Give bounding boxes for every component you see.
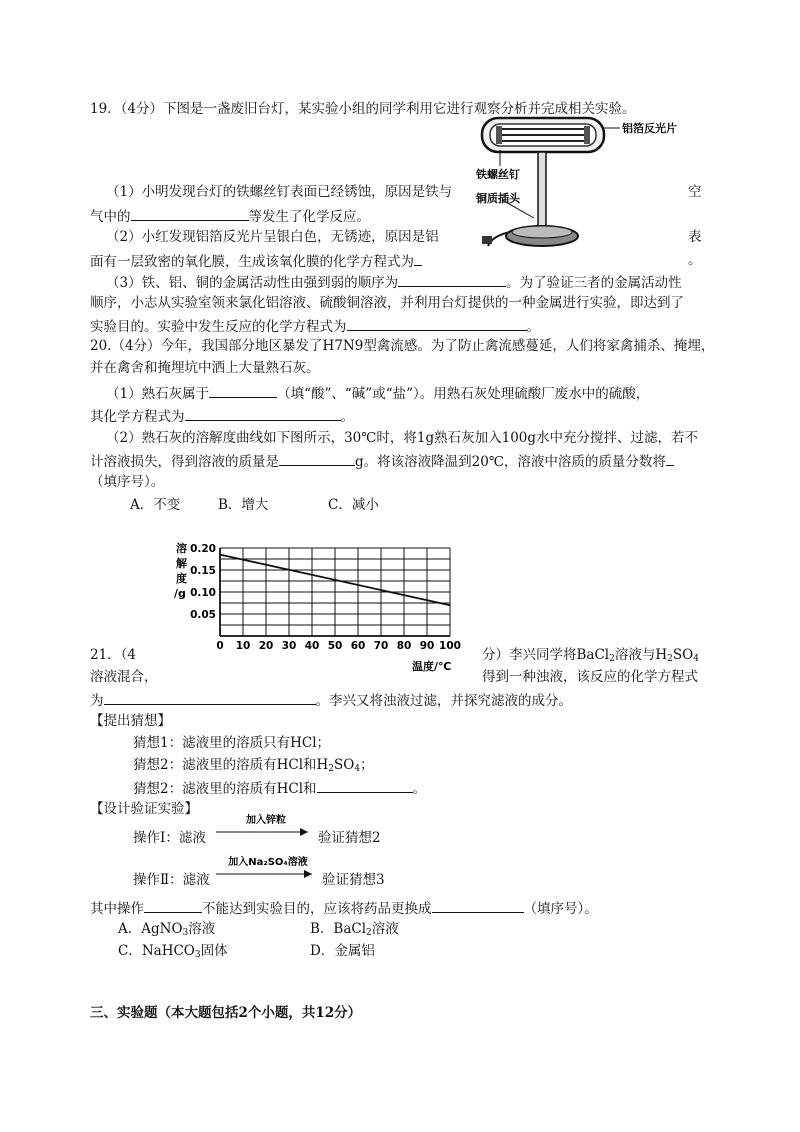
q19-p2b: 表 <box>688 229 702 245</box>
blank-1[interactable] <box>131 206 249 221</box>
x-tick-80: 80 <box>396 640 412 652</box>
label-foil: 铝箔反光片 <box>622 122 677 135</box>
x-tick-40: 40 <box>304 640 320 652</box>
q20-opt-c: C．减小 <box>328 497 379 513</box>
q20-opt-b: B．增大 <box>218 497 269 513</box>
y-tick-0.20: 0.20 <box>190 543 216 555</box>
blank-3[interactable] <box>398 272 506 287</box>
q21-op1-start: 操作Ⅰ：滤液 <box>133 830 206 846</box>
q19-intro: 19．（4分）下图是一盏废旧台灯，某实验小组的同学利用它进行观察分析并完成相关实验。 <box>90 101 636 117</box>
op2-arrow-label: 加入Na₂SO₄溶液 <box>228 857 308 868</box>
q19-p2a: （2）小红发现铝箔反光片呈银白色，无锈迹，原因是铝 <box>106 229 439 245</box>
x-tick-30: 30 <box>281 640 297 652</box>
chart-grid <box>220 548 450 636</box>
op1-arrow-icon <box>216 810 316 844</box>
q21-l3: 为 。李兴又将浊液过滤，并探究滤液的成分。 <box>90 690 572 710</box>
q21-l1a: 21．（4 <box>90 647 137 663</box>
blank-11[interactable] <box>144 898 202 913</box>
blank-6[interactable] <box>185 406 341 421</box>
q21-opt-c: C．NaHCO$_3$固体 <box>118 943 228 960</box>
q21-conclusion: 其中操作 不能达到实验目的，应该将药品更换成 （填序号）。 <box>90 898 598 918</box>
op2-arrow-icon <box>216 852 320 886</box>
q20-p2-line1: （2）熟石灰的溶解度曲线如下图所示，30℃时，将1g熟石灰加入100g水中充分搅拌、过滤，若不 <box>106 430 699 446</box>
q20-opt-a: A．不变 <box>130 497 181 513</box>
section-3-heading: 三、实验题（本大题包括2个小题，共12分） <box>90 1005 362 1021</box>
q20-intro-2: 并在禽舍和掩埋坑中洒上大量熟石灰。 <box>90 360 320 376</box>
q20-p2-line3: （填序号）。 <box>90 474 165 490</box>
q20-p2-line2: 计溶液损失，得到溶液的质量是 g。将该溶液降温到20℃，溶液中溶质的质量分数将 <box>90 451 674 471</box>
x-tick-10: 10 <box>235 640 251 652</box>
q21-opt-b: B．BaCl$_2$溶液 <box>310 921 399 938</box>
blank-9[interactable] <box>104 690 316 705</box>
blank-7[interactable] <box>279 451 355 466</box>
q21-op2-start: 操作Ⅱ：滤液 <box>133 872 210 888</box>
q19-p3-line1: （3）铁、铝、铜的金属活动性由强到弱的顺序为 。为了验证三者的金属活动性 <box>106 272 682 292</box>
label-screw: 铁螺丝钉 <box>476 168 520 181</box>
q19-p3-line2: 顺序，小志从实验室领来氯化铝溶液、硫酸铜溶液，并利用台灯提供的一种金属进行实验，即达到了 <box>90 295 684 311</box>
q19-p1-line2: 气中的 等发生了化学反应。 <box>90 206 370 226</box>
q21-guess-3: 猜想2：滤液里的溶质有HCl和 。 <box>133 778 426 798</box>
lamp-figure <box>474 114 714 254</box>
x-axis-label: 温度/℃ <box>412 660 452 673</box>
x-tick-90: 90 <box>419 640 435 652</box>
y-tick-0.15: 0.15 <box>190 565 216 577</box>
q19-p2d: 。 <box>688 252 702 268</box>
q21-l2a: 溶液混合， <box>90 669 158 685</box>
x-tick-70: 70 <box>373 640 389 652</box>
q21-design-head: 【设计验证实验】 <box>90 801 198 817</box>
q19-p1b: 空 <box>688 184 702 200</box>
y-axis-label: 溶解度/g <box>174 542 187 600</box>
q19-p1a: （1）小明发现台灯的铁螺丝钉表面已经锈蚀，原因是铁与 <box>106 184 453 200</box>
x-tick-50: 50 <box>327 640 343 652</box>
q21-opt-a: A．AgNO$_3$溶液 <box>118 921 216 938</box>
x-tick-60: 60 <box>350 640 366 652</box>
label-plug: 铜质插头 <box>476 192 520 205</box>
y-tick-0.05: 0.05 <box>190 609 216 621</box>
blank-4[interactable] <box>347 316 527 331</box>
blank-12[interactable] <box>432 898 524 913</box>
y-tick-0.10: 0.10 <box>190 587 216 599</box>
q19-p3-line3: 实验目的。实验中发生反应的化学方程式为 。 <box>90 316 540 336</box>
q21-guess-head: 【提出猜想】 <box>90 713 171 729</box>
q19-p2-line2: 面有一层致密的氧化膜，生成该氧化膜的化学方程式为 <box>90 251 422 271</box>
q21-guess-1: 猜想1：滤液里的溶质只有HCl； <box>133 735 331 751</box>
blank-10[interactable] <box>317 778 413 793</box>
x-tick-100: 100 <box>439 640 461 652</box>
blank-8[interactable] <box>666 451 674 466</box>
x-tick-0: 0 <box>216 640 224 652</box>
q20-intro-1: 20.（4分）今年，我国部分地区暴发了H7N9型禽流感。为了防止禽流感蔓延，人们将家禽捕杀、掩埋， <box>90 338 715 354</box>
op1-arrow-label: 加入锌粒 <box>246 815 286 826</box>
blank-5[interactable] <box>209 383 277 398</box>
q21-opt-d: D．金属铝 <box>310 943 375 959</box>
q21-guess-2: 猜想2：滤液里的溶质有HCl和$H_2SO_4$； <box>133 757 374 774</box>
q21-op1-end: 验证猜想2 <box>318 830 381 846</box>
solubility-chart <box>170 536 470 676</box>
x-tick-20: 20 <box>258 640 274 652</box>
blank-2[interactable] <box>414 251 422 266</box>
q21-op2-end: 验证猜想3 <box>322 872 385 888</box>
q21-l2b: 得到一种浊液，该反应的化学方程式 <box>482 669 698 685</box>
q21-l1b-line: 分）李兴同学将BaCl$_2$溶液与$H_2SO_4$ <box>482 647 699 664</box>
q20-p1-line1: （1）熟石灰属于 （填“酸”、“碱”或“盐”）。用熟石灰处理硫酸厂废水中的硫酸， <box>106 383 649 403</box>
q20-p1-line2: 其化学方程式为 。 <box>90 406 354 426</box>
